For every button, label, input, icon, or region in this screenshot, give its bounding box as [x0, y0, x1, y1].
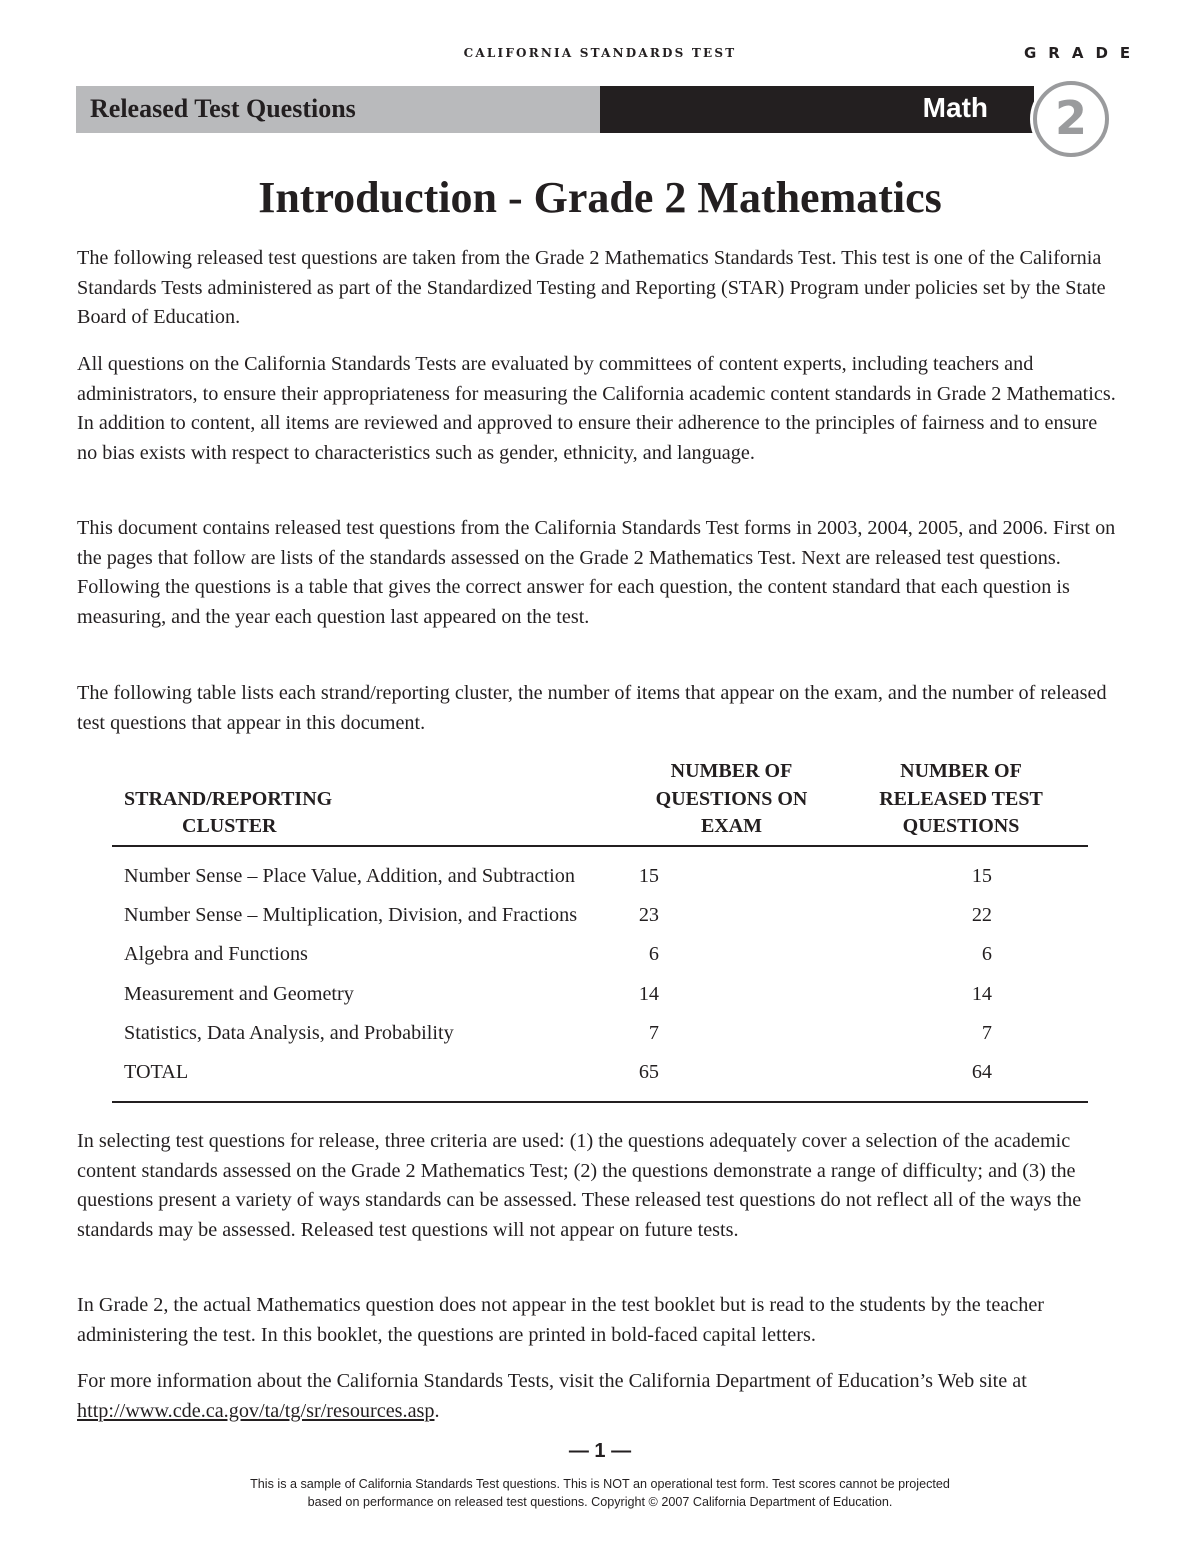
footer-notice: [0, 1476, 1200, 1511]
exam-count-cell: 14: [638, 982, 659, 1005]
page-number: — 1 —: [568, 1440, 632, 1462]
released-count-cell: 7: [981, 1021, 992, 1044]
header-exam-questions: [629, 758, 834, 846]
exam-count-cell: 15: [638, 864, 659, 887]
strand-cell: Measurement and Geometry: [124, 982, 354, 1005]
more-info-paragraph: [77, 1367, 1122, 1426]
table-row: [112, 846, 1088, 896]
header-released-questions: [834, 758, 1088, 846]
exam-count-cell: 6: [648, 943, 659, 966]
intro-paragraph-3: This document contains released test questions from the California Standards Test forms in 2003, 2004, 2005, and 2006. First on the pages that follow are lists of the standards assessed on the Grade 2 Mathematics Test. Next are released test questions. Following the questions is a table that gives the correct answer for each question, the content standard that each question is measuring, and the year each question last appeared on the test.: [77, 517, 1116, 628]
footer-line-2: based on performance on released test questions. Copyright © 2007 California Department of Education.: [307, 1494, 893, 1509]
grade-word: GRADE: [1024, 44, 1143, 62]
table-row: [112, 896, 1088, 935]
exam-count-cell: 65: [638, 1061, 659, 1084]
intro-paragraph-2: All questions on the California Standards Tests are evaluated by committees of content experts, including teachers and administrators, to ensure their appropriateness for measuring the California academic content standards in Grade 2 Mathematics. In addition to content, all items are reviewed and approved to ensure their adherence to the principles of fairness and to ensure no bias exists with respect to characteristics such as gender, ethnicity, and language.: [77, 353, 1116, 464]
header-strand: [112, 758, 629, 846]
page-title: Introduction - Grade 2 Mathematics: [258, 173, 942, 222]
strand-cell: Algebra and Functions: [124, 943, 308, 966]
table-header-row: [112, 758, 1088, 846]
released-count-cell: 22: [971, 903, 992, 926]
table-row: [112, 1014, 1088, 1053]
more-info-end: .: [434, 1399, 440, 1422]
table-row: [112, 935, 1088, 974]
released-count-cell: 15: [971, 864, 992, 887]
header-released-line1: NUMBER OF: [900, 760, 1022, 782]
header-exam-line1: NUMBER OF: [670, 760, 793, 782]
strand-cell: Statistics, Data Analysis, and Probability: [124, 1021, 454, 1044]
footer-line-1: This is a sample of California Standards Test questions. This is NOT an operational test form. Test scores cannot be projected: [250, 1477, 950, 1491]
strand-cell: TOTAL: [112, 1053, 629, 1102]
header-released-line3: QUESTIONS: [902, 815, 1020, 837]
table-row-total: [112, 1053, 1088, 1102]
released-test-questions-label: Released Test Questions: [90, 94, 356, 123]
selection-criteria-paragraph: In selecting test questions for release, three criteria are used: (1) the questions adequately cover a selection of the academic content standards assessed on the Grade 2 Mathematics Test; (2) the questions demonstrate a range of difficulty; and (3) the questions present a variety of ways standards can be assessed. These released test questions do not reflect all of the ways the standards may be assessed. Released test questions will not appear on future tests.: [77, 1130, 1082, 1241]
strand-cell: Number Sense – Multiplication, Division, and Fractions: [124, 903, 578, 926]
table-row: [112, 974, 1088, 1013]
header-top-label: CALIFORNIA STANDARDS TEST: [463, 46, 737, 60]
grade-number-badge: 2: [1033, 81, 1109, 157]
strand-cell: Number Sense – Place Value, Addition, and Subtraction: [124, 864, 575, 887]
released-count-cell: 6: [981, 943, 992, 966]
header-band-right: [600, 86, 1034, 133]
exam-count-cell: 23: [638, 903, 659, 926]
released-count-cell: 14: [971, 982, 992, 1005]
header-strand-line2: CLUSTER: [182, 815, 277, 837]
intro-paragraph-4: The following table lists each strand/reporting cluster, the number of items that appear on the exam, and the number of released test questions that appear in this document.: [77, 682, 1107, 734]
exam-count-cell: 7: [648, 1021, 659, 1044]
more-info-text: For more information about the California Standards Tests, visit the California Department of Education’s Web site at: [77, 1370, 1027, 1392]
strand-table: [112, 758, 1088, 1103]
header-exam-line2: QUESTIONS ON: [655, 787, 808, 810]
header-band-left: [76, 86, 600, 133]
header-exam-line3: EXAM: [700, 815, 763, 837]
header-strand-line1: STRAND/REPORTING: [124, 787, 333, 810]
cde-resources-link[interactable]: http://www.cde.ca.gov/ta/tg/sr/resources.asp: [77, 1399, 435, 1422]
released-count-cell: 64: [971, 1061, 992, 1084]
grade-2-note-paragraph: In Grade 2, the actual Mathematics question does not appear in the test booklet but is read to the students by the teacher administering the test. In this booklet, the questions are printed in bold-faced capital letters.: [77, 1294, 1045, 1346]
subject-label: Math: [922, 92, 988, 123]
header-released-line2: RELEASED TEST: [879, 787, 1043, 810]
intro-paragraph-1: The following released test questions are taken from the Grade 2 Mathematics Standards Test. This test is one of the California Standards Tests administered as part of the Standardized Testing and Reporting (STAR) Program under policies set by the State Board of Education.: [77, 247, 1106, 328]
